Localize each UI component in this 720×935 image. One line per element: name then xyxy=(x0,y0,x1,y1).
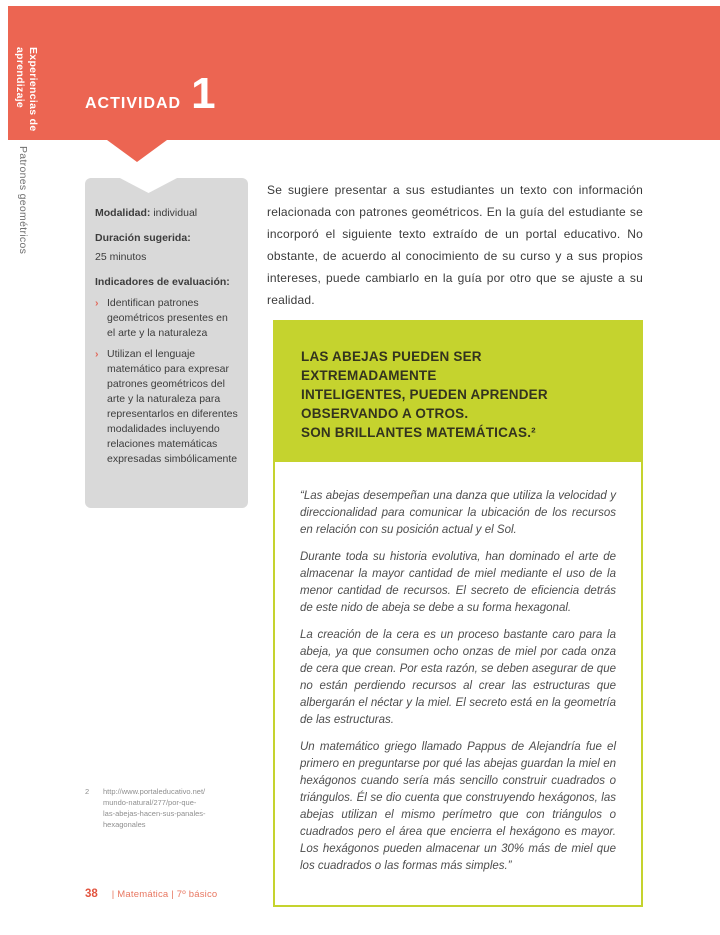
sidebar-strip-label: Experiencias de aprendizaje xyxy=(14,47,39,132)
quote-paragraph: La creación de la cera es un proceso bastante caro para la abeja, ya que consumen ocho onzas de miel por cada onza de cera que crean. Por esta razón, se deben asegurar de que no están perdiendo recursos al crear las estructuras que albergarán el néctar y la miel. El secreto está en la geometría de las estructuras. xyxy=(300,629,616,726)
indicator-text: Identifican patrones geométricos presentes en el arte y la naturaleza xyxy=(107,297,228,339)
footnote-number: 2 xyxy=(85,787,90,796)
reading-title-line: LAS ABEJAS PUEDEN SER EXTREMADAMENTE xyxy=(301,349,482,383)
reading-title-line: OBSERVANDO A OTROS. xyxy=(301,406,469,421)
footnote-url-line: las-abejas-hacen-sus-panales- xyxy=(103,809,206,818)
footnote-url-line: hexagonales xyxy=(103,820,146,829)
activity-label: ACTIVIDAD xyxy=(85,95,182,112)
reading-title-line: SON BRILLANTES MATEMÁTICAS.² xyxy=(301,425,536,440)
quote-paragraph: Durante toda su historia evolutiva, han dominado el arte de almacenar la mayor cantidad de miel mediante el uso de la menor cantidad de recursos. El secreto de eficiencia detrás de este nido de abeja se debe a su forma hexagonal. xyxy=(300,551,616,614)
chevron-bullet-icon: › xyxy=(95,348,99,360)
quote-paragraph: “Las abejas desempeñan una danza que utiliza la velocidad y direccionalidad para comunicar la ubicación de los recursos en relación con su posición actual y el Sol. xyxy=(300,490,616,536)
sidebar-section-label: Patrones geométricos xyxy=(17,146,29,255)
footer-label: | Matemática | 7º básico xyxy=(111,889,218,900)
indicator-item xyxy=(95,347,238,467)
reading-header xyxy=(273,320,643,462)
header-pointer-icon xyxy=(107,140,167,162)
info-box xyxy=(85,178,248,508)
page-number: 38 xyxy=(85,888,98,900)
footnote-url-line: mundo-natural/277/por-que- xyxy=(103,798,197,807)
duration-value: 25 minutos xyxy=(95,251,147,263)
quote-paragraph: Un matemático griego llamado Pappus de Alejandría fue el primero en preguntarse por qué las abejas guardan la miel en hexágonos cuando sería más sencillo construir cuadrados o triángulos. Él se dio cuenta que construyendo hexágonos, las abejas utilizan el mismo perímetro que con triángulos o cuadrados pero el área que encierra el hexágono es mayor. Los hexágonos pueden almacenar un 30% más de miel que los cuadrados o las formas más simples.” xyxy=(300,741,616,872)
chevron-bullet-icon: › xyxy=(95,297,99,309)
reading-box xyxy=(273,320,643,907)
modality-label: Modalidad: xyxy=(95,207,151,219)
indicator-item xyxy=(95,296,238,341)
intro-paragraph: Se sugiere presentar a sus estudiantes un texto con información relacionada con patrones geométricos. En la guía del estudiante se incorporó el siguiente texto extraído de un portal educativo. No obstante, de acuerdo al conocimiento de su curso y a sus propios intereses, puede cambiarlo en la guía por otro que se ajuste a su realidad. xyxy=(267,183,643,307)
reading-title-line: INTELIGENTES, PUEDEN APRENDER xyxy=(301,387,548,402)
activity-heading xyxy=(85,69,216,118)
info-box-notch-icon xyxy=(118,177,179,193)
footnote-url xyxy=(103,786,225,830)
indicators-heading: Indicadores de evaluación: xyxy=(95,276,230,288)
activity-number: 1 xyxy=(191,69,216,118)
indicator-text: Utilizan el lenguaje matemático para expresar patrones geométricos del arte y la naturaleza para representarlos en diferentes modalidades incluyendo relaciones matemáticas expresadas simbólicamente xyxy=(107,348,238,465)
modality-row xyxy=(95,206,238,221)
footnote-url-line: http://www.portaleducativo.net/ xyxy=(103,787,206,796)
modality-value: individual xyxy=(150,207,198,219)
reading-quote-section xyxy=(273,462,643,907)
page-footer xyxy=(85,888,217,900)
footnote xyxy=(85,786,225,830)
duration-label: Duración sugerida: xyxy=(95,232,191,244)
header-band xyxy=(8,6,720,140)
